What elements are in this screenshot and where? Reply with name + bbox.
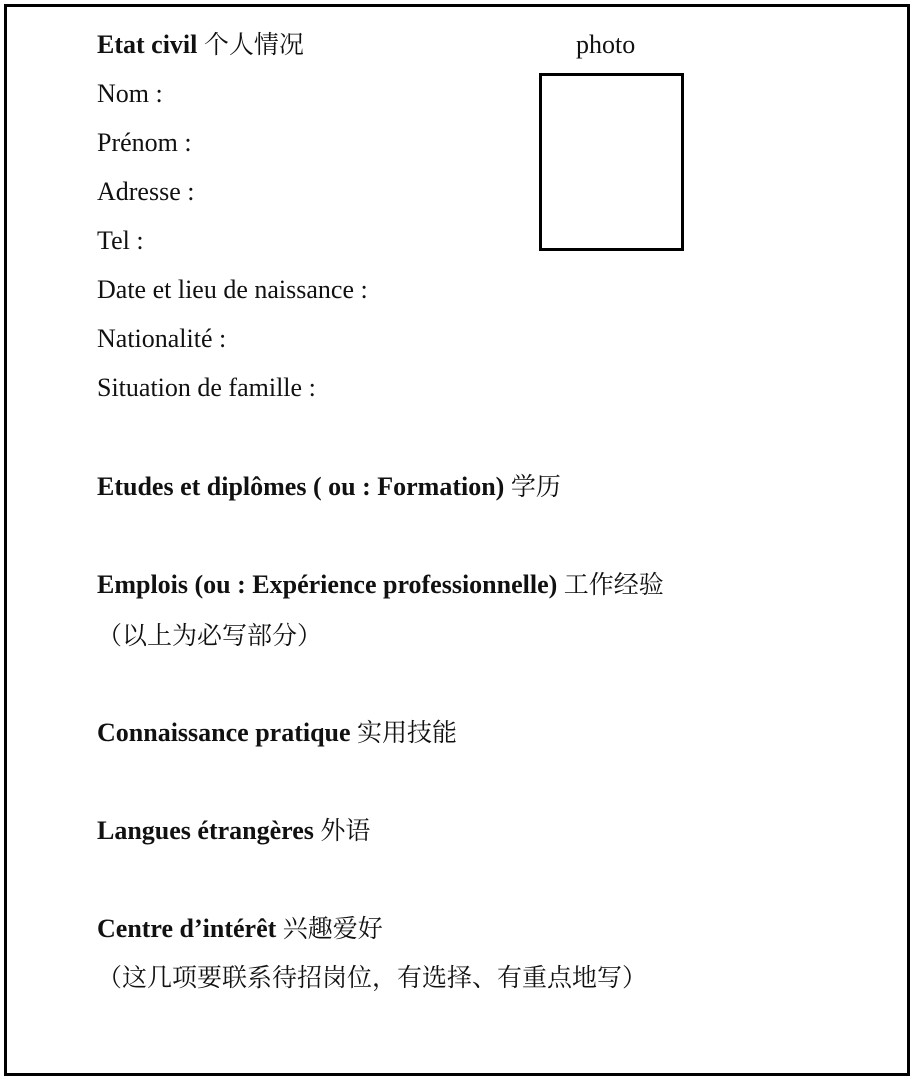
emplois-note: （以上为必写部分） [97, 621, 323, 650]
field-situation-famille: Situation de famille : [97, 373, 316, 402]
langues-heading-cn: 外语 [320, 816, 371, 845]
field-date-lieu-naissance: Date et lieu de naissance : [97, 275, 368, 304]
emplois-heading-fr: Emplois (ou : Expérience professionnelle) [97, 570, 558, 599]
field-nationalite: Nationalité : [97, 324, 227, 353]
centre-heading-cn: 兴趣爱好 [282, 914, 383, 943]
field-tel: Tel : [97, 226, 144, 255]
centre-heading-fr: Centre d’intérêt [97, 914, 277, 943]
etat-civil-heading-fr: Etat civil [97, 30, 198, 59]
photo-label: photo [576, 30, 636, 59]
emplois-heading-cn: 工作经验 [563, 570, 664, 599]
connaissance-heading [97, 717, 457, 749]
etudes-heading-cn: 学历 [510, 472, 561, 501]
emplois-heading [97, 569, 664, 601]
langues-heading-fr: Langues étrangères [97, 816, 314, 845]
connaissance-heading-cn: 实用技能 [357, 718, 458, 747]
centre-heading [97, 913, 383, 945]
field-prenom: Prénom : [97, 128, 192, 157]
etudes-heading-fr: Etudes et diplômes ( ou : Formation) [97, 472, 505, 501]
connaissance-heading-fr: Connaissance pratique [97, 718, 351, 747]
field-nom: Nom : [97, 79, 163, 108]
centre-note: （这几项要联系待招岗位，有选择、有重点地写） [97, 963, 648, 992]
photo-box [539, 73, 684, 251]
etat-civil-heading [97, 29, 304, 61]
field-adresse: Adresse : [97, 177, 195, 206]
etudes-heading [97, 471, 561, 503]
langues-heading [97, 815, 370, 847]
etat-civil-heading-cn: 个人情况 [203, 30, 304, 59]
